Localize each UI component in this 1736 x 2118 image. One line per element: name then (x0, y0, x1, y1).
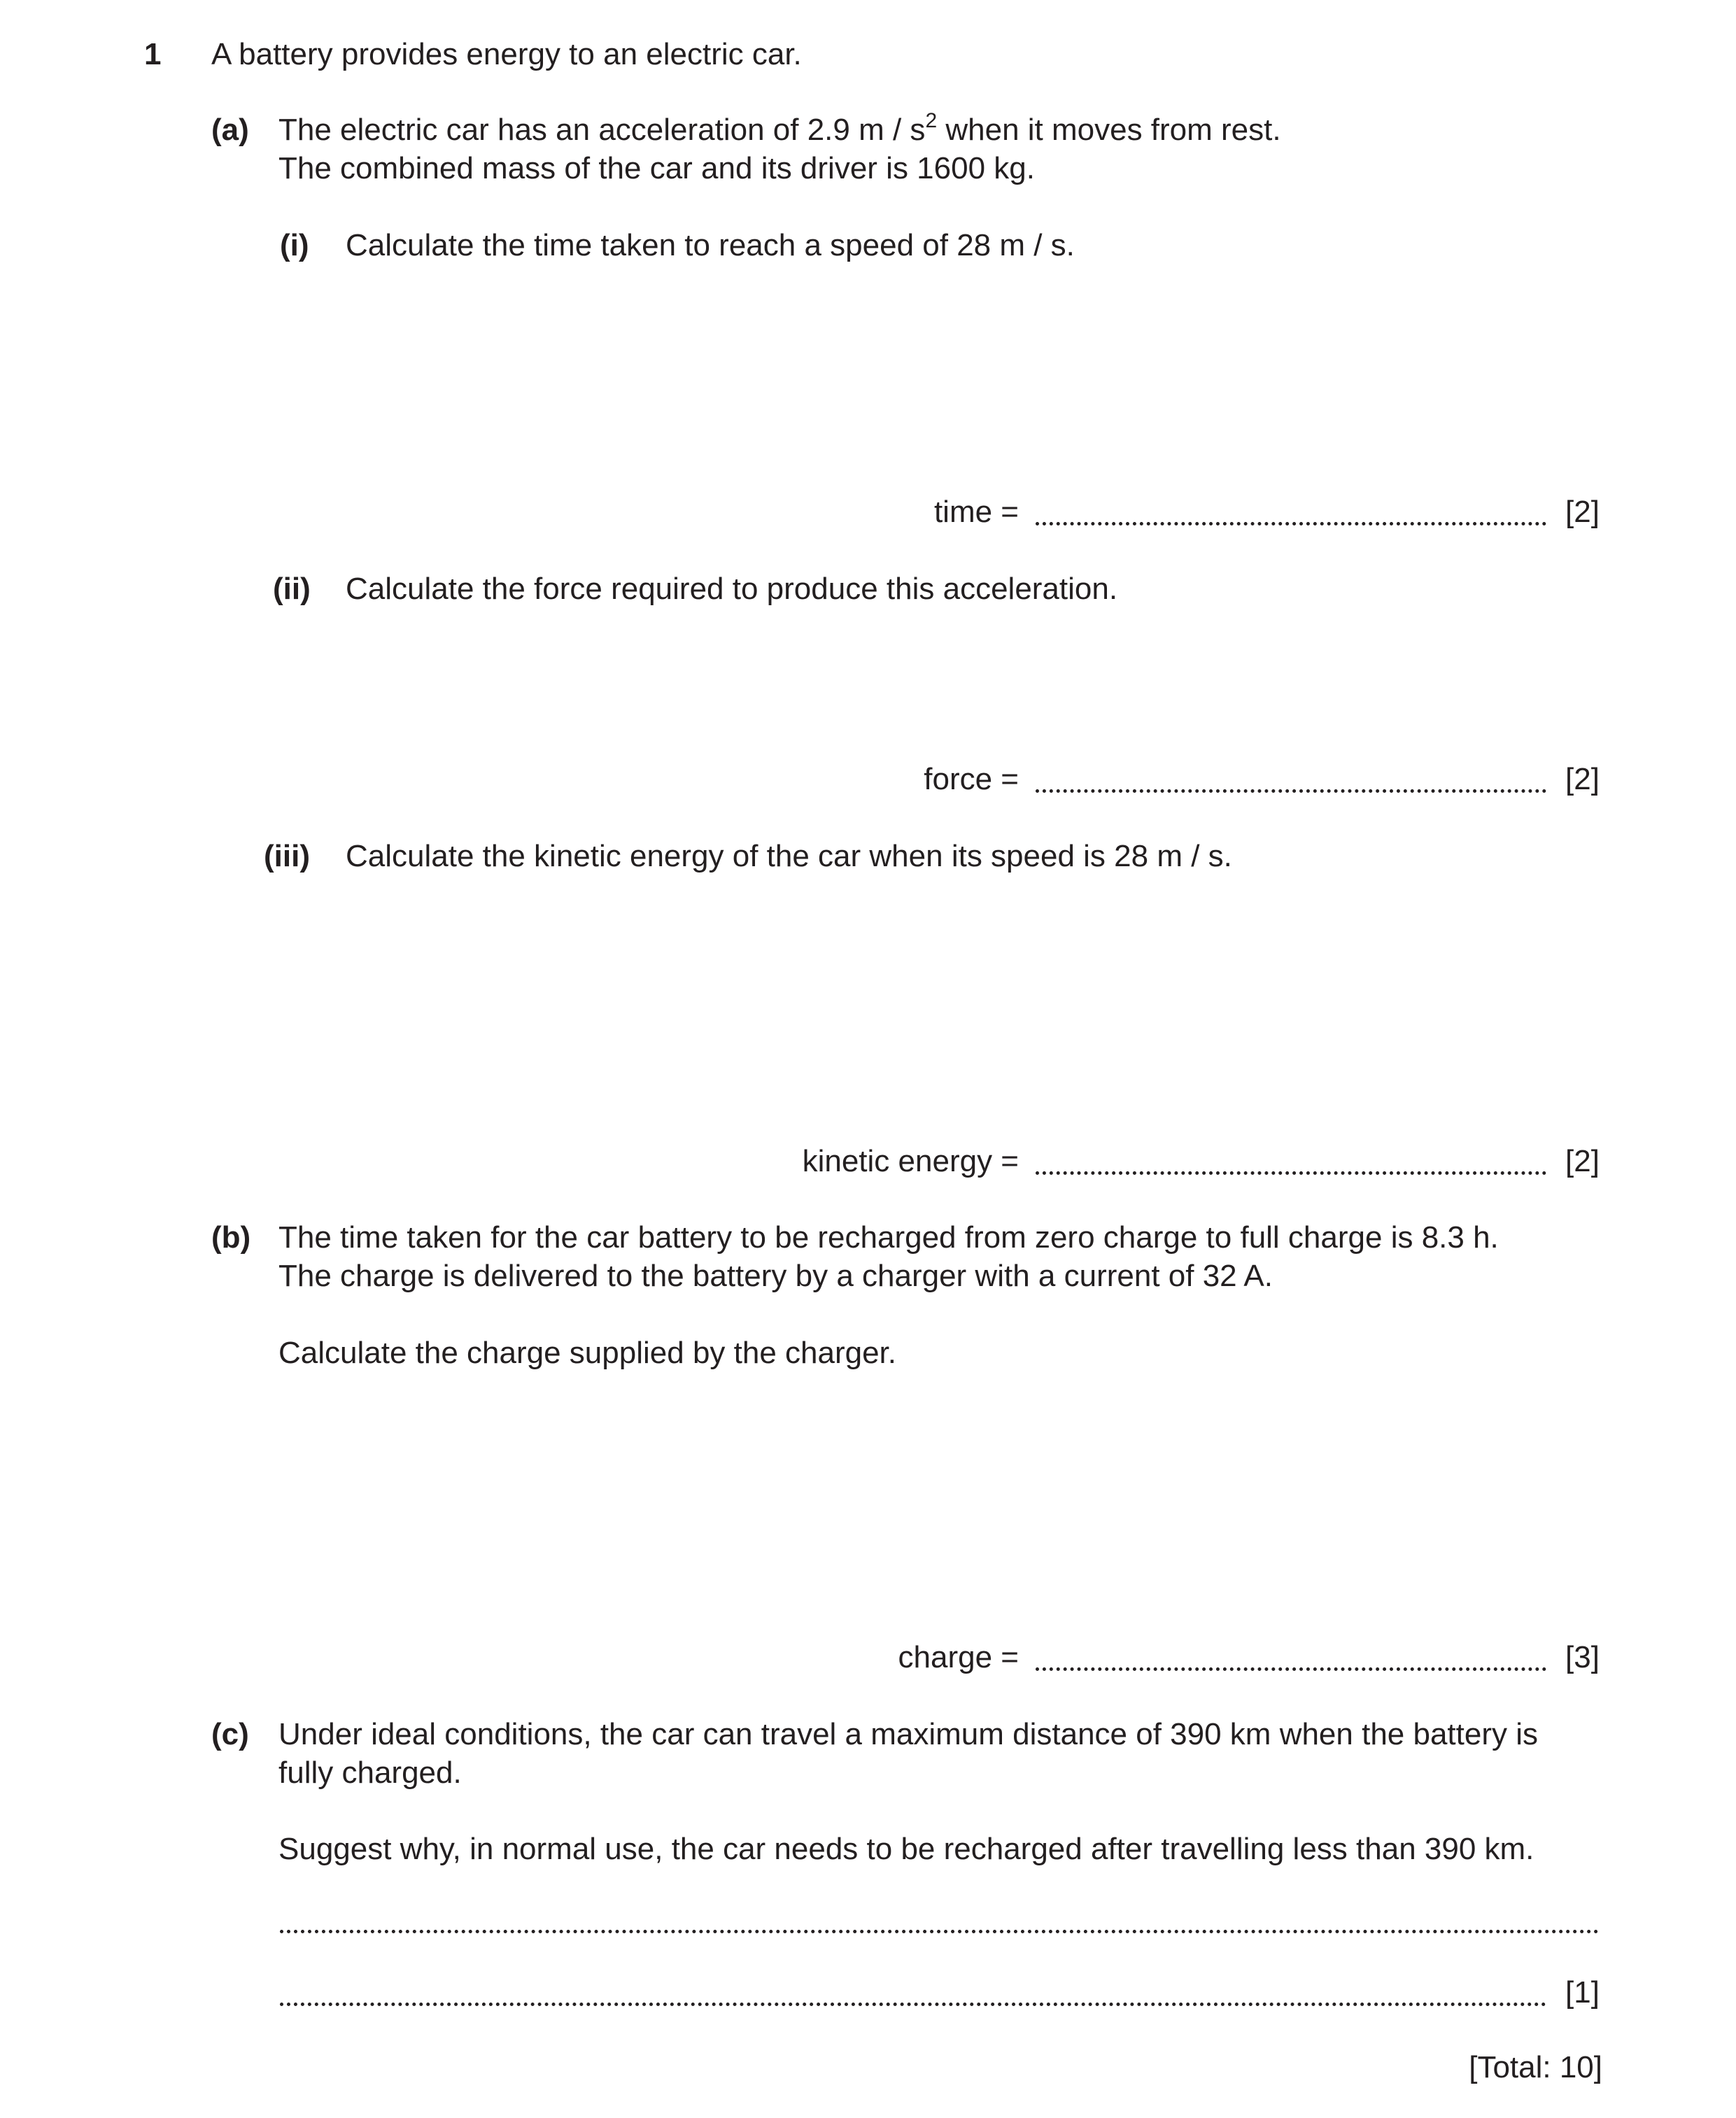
part-c-instruction: Suggest why, in normal use, the car needs to be recharged after travelling less than 390 km. (278, 1832, 1534, 1866)
part-a-iii-label: (iii) (264, 839, 310, 873)
part-a-line2: The combined mass of the car and its driver is 1600 kg. (278, 151, 1035, 185)
time-answer-line[interactable] (1036, 522, 1546, 525)
question-stem: A battery provides energy to an electric car. (211, 37, 802, 71)
charge-answer-line[interactable] (1036, 1667, 1546, 1671)
part-b-instruction: Calculate the charge supplied by the charger. (278, 1336, 897, 1370)
part-a-ii-label: (ii) (273, 572, 311, 606)
force-answer-line[interactable] (1036, 789, 1546, 793)
kinetic-energy-answer-label: kinetic energy = (802, 1144, 1019, 1178)
kinetic-energy-answer-line[interactable] (1036, 1171, 1546, 1175)
part-a-i-text: Calculate the time taken to reach a speed of 28 m / s. (346, 228, 1075, 262)
part-a-line1: The electric car has an acceleration of 2.9 m / $s^2$ when it moves from rest. (278, 109, 1281, 147)
part-a-ii-marks: [2] (1565, 762, 1600, 796)
part-b-label: (b) (211, 1220, 251, 1255)
part-c-label: (c) (211, 1717, 249, 1751)
part-a-i-marks: [2] (1565, 495, 1600, 529)
part-b-line1: The time taken for the car battery to be recharged from zero charge to full charge is 8.3 h. (278, 1220, 1499, 1255)
part-c-line1: Under ideal conditions, the car can travel a maximum distance of 390 km when the battery is (278, 1717, 1539, 1751)
part-a-iii-marks: [2] (1565, 1144, 1600, 1178)
part-a-i-label: (i) (280, 228, 309, 262)
total-marks: [Total: 10] (1469, 2050, 1602, 2084)
part-a-label: (a) (211, 113, 249, 147)
part-c-line2: fully charged. (278, 1756, 462, 1790)
part-b-line2: The charge is delivered to the battery by a charger with a current of 32 A. (278, 1259, 1273, 1293)
part-c-marks: [1] (1565, 1975, 1600, 2010)
part-a-ii-text: Calculate the force required to produce this acceleration. (346, 572, 1118, 606)
part-b-marks: [3] (1565, 1640, 1600, 1674)
part-a-iii-text: Calculate the kinetic energy of the car when its speed is 28 m / s. (346, 839, 1232, 873)
question-number: 1 (144, 37, 162, 71)
time-answer-label: time = (933, 495, 1019, 529)
force-answer-label: force = (924, 762, 1019, 796)
charge-answer-label: charge = (898, 1640, 1019, 1674)
part-c-answer-line-1[interactable] (280, 1930, 1599, 1933)
part-c-answer-line-2[interactable] (280, 2003, 1546, 2006)
